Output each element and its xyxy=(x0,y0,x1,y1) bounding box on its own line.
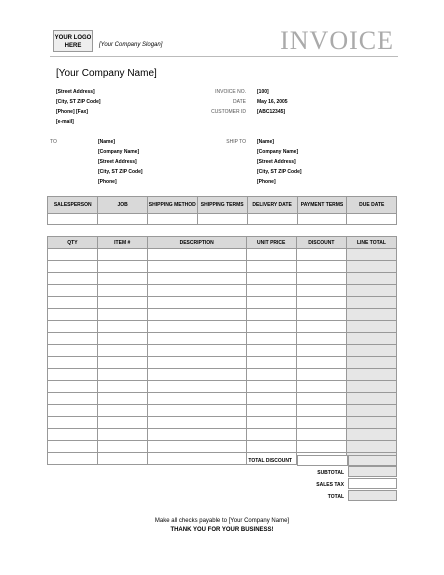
qty-cell[interactable] xyxy=(48,345,98,357)
description-cell[interactable] xyxy=(147,381,246,393)
description-cell[interactable] xyxy=(147,441,246,453)
unit-price-cell[interactable] xyxy=(246,285,296,297)
table-row xyxy=(48,393,397,405)
ship-street: [Street Address] xyxy=(257,159,296,165)
table-row xyxy=(48,381,397,393)
line-total-cell[interactable] xyxy=(346,357,396,369)
qty-cell[interactable] xyxy=(48,393,98,405)
table-row xyxy=(48,441,397,453)
discount-cell[interactable] xyxy=(296,285,346,297)
company-city: [City, ST ZIP Code] xyxy=(56,99,101,105)
qty-cell[interactable] xyxy=(48,273,98,285)
description-cell[interactable] xyxy=(147,369,246,381)
description-cell[interactable] xyxy=(147,321,246,333)
line-total-cell[interactable] xyxy=(346,249,396,261)
description-cell[interactable] xyxy=(147,333,246,345)
shipping-header-row xyxy=(48,197,397,214)
to-name: [Name] xyxy=(98,139,115,145)
items-table xyxy=(47,236,397,465)
company-name: [Your Company Name] xyxy=(56,68,157,79)
item-number-cell[interactable] xyxy=(97,273,147,285)
discount-cell[interactable] xyxy=(296,393,346,405)
sales-tax-label: SALES TAX xyxy=(316,482,344,488)
unit-price-cell[interactable] xyxy=(246,357,296,369)
invoice-no-label: INVOICE NO. xyxy=(215,89,246,95)
description-cell[interactable] xyxy=(147,297,246,309)
item-number-cell[interactable] xyxy=(97,357,147,369)
company-street: [Street Address] xyxy=(56,89,95,95)
discount-cell[interactable] xyxy=(296,309,346,321)
description-cell[interactable] xyxy=(147,405,246,417)
total-cell[interactable] xyxy=(348,490,397,501)
qty-cell[interactable] xyxy=(48,357,98,369)
ship-to-label: SHIP TO xyxy=(226,139,246,145)
table-row xyxy=(48,285,397,297)
ship-phone: [Phone] xyxy=(257,179,276,185)
total-discount-shaded-cell xyxy=(348,455,397,466)
table-row xyxy=(48,357,397,369)
qty-cell[interactable] xyxy=(48,261,98,273)
item-number-cell[interactable] xyxy=(97,453,147,465)
table-row xyxy=(48,405,397,417)
discount-cell[interactable] xyxy=(296,381,346,393)
unit-price-cell[interactable] xyxy=(246,429,296,441)
line-total-cell[interactable] xyxy=(346,429,396,441)
qty-cell[interactable] xyxy=(48,321,98,333)
bill-to-address xyxy=(98,137,143,187)
unit-price-cell[interactable] xyxy=(246,297,296,309)
description-cell[interactable] xyxy=(147,393,246,405)
total-label: TOTAL xyxy=(327,494,344,500)
due-date-cell[interactable] xyxy=(347,214,397,225)
total-discount-label: TOTAL DISCOUNT xyxy=(248,458,292,464)
date-value: May 16, 2005 xyxy=(257,99,288,105)
col-shipping-terms: SHIPPING TERMS xyxy=(197,197,247,214)
discount-cell[interactable] xyxy=(296,429,346,441)
description-cell[interactable] xyxy=(147,285,246,297)
line-total-cell[interactable] xyxy=(346,333,396,345)
to-phone: [Phone] xyxy=(98,179,117,185)
salesperson-cell[interactable] xyxy=(48,214,98,225)
col-unit-price: UNIT PRICE xyxy=(246,237,296,249)
col-job: JOB xyxy=(98,197,147,214)
qty-cell[interactable] xyxy=(48,333,98,345)
qty-cell[interactable] xyxy=(48,405,98,417)
line-total-cell[interactable] xyxy=(346,297,396,309)
shipping-row xyxy=(48,214,397,225)
description-cell[interactable] xyxy=(147,357,246,369)
discount-cell[interactable] xyxy=(296,357,346,369)
line-total-cell[interactable] xyxy=(346,417,396,429)
sales-tax-cell[interactable] xyxy=(348,478,397,489)
item-number-cell[interactable] xyxy=(97,405,147,417)
description-cell[interactable] xyxy=(147,345,246,357)
line-total-cell[interactable] xyxy=(346,285,396,297)
unit-price-cell[interactable] xyxy=(246,333,296,345)
discount-cell[interactable] xyxy=(296,441,346,453)
item-number-cell[interactable] xyxy=(97,369,147,381)
item-number-cell[interactable] xyxy=(97,249,147,261)
item-number-cell[interactable] xyxy=(97,309,147,321)
company-email: [e-mail] xyxy=(56,119,74,125)
items-header-row xyxy=(48,237,397,249)
col-salesperson: SALESPERSON xyxy=(48,197,98,214)
company-logo: YOUR LOGO HERE xyxy=(53,30,93,52)
unit-price-cell[interactable] xyxy=(246,369,296,381)
invoice-meta-values xyxy=(257,87,288,117)
unit-price-cell[interactable] xyxy=(246,261,296,273)
unit-price-cell[interactable] xyxy=(246,441,296,453)
line-total-cell[interactable] xyxy=(346,393,396,405)
company-slogan: [Your Company Slogan] xyxy=(99,42,163,48)
ship-name: [Name] xyxy=(257,139,274,145)
item-number-cell[interactable] xyxy=(97,429,147,441)
qty-cell[interactable] xyxy=(48,441,98,453)
company-phone-fax: [Phone] [Fax] xyxy=(56,109,88,115)
col-shipping-method: SHIPPING METHOD xyxy=(147,197,197,214)
description-cell[interactable] xyxy=(147,417,246,429)
col-payment-terms: PAYMENT TERMS xyxy=(297,197,347,214)
unit-price-cell[interactable] xyxy=(246,273,296,285)
shipping-method-cell[interactable] xyxy=(147,214,197,225)
qty-cell[interactable] xyxy=(48,309,98,321)
qty-cell[interactable] xyxy=(48,453,98,465)
col-item-number: ITEM # xyxy=(97,237,147,249)
subtotal-label: SUBTOTAL xyxy=(317,470,344,476)
item-number-cell[interactable] xyxy=(97,417,147,429)
description-cell[interactable] xyxy=(147,261,246,273)
ship-city: [City, ST ZIP Code] xyxy=(257,169,302,175)
unit-price-cell[interactable] xyxy=(246,321,296,333)
unit-price-cell[interactable] xyxy=(246,309,296,321)
item-number-cell[interactable] xyxy=(97,261,147,273)
line-total-cell[interactable] xyxy=(346,441,396,453)
line-total-cell[interactable] xyxy=(346,405,396,417)
discount-cell[interactable] xyxy=(296,369,346,381)
header-divider xyxy=(50,56,398,57)
discount-cell[interactable] xyxy=(296,333,346,345)
description-cell[interactable] xyxy=(147,249,246,261)
table-row xyxy=(48,321,397,333)
item-number-cell[interactable] xyxy=(97,345,147,357)
table-row xyxy=(48,345,397,357)
total-discount-cell[interactable] xyxy=(297,455,348,466)
job-cell[interactable] xyxy=(98,214,147,225)
item-number-cell[interactable] xyxy=(97,381,147,393)
thank-you-note: THANK YOU FOR YOUR BUSINESS! xyxy=(170,527,274,533)
payment-terms-cell[interactable] xyxy=(297,214,347,225)
item-number-cell[interactable] xyxy=(97,297,147,309)
table-row xyxy=(48,249,397,261)
discount-cell[interactable] xyxy=(296,345,346,357)
line-total-cell[interactable] xyxy=(346,381,396,393)
checks-payable-note: Make all checks payable to [Your Company Name] xyxy=(154,518,290,524)
unit-price-cell[interactable] xyxy=(246,345,296,357)
ship-to-address xyxy=(257,137,302,187)
item-number-cell[interactable] xyxy=(97,441,147,453)
line-total-cell[interactable] xyxy=(346,321,396,333)
line-total-cell[interactable] xyxy=(346,369,396,381)
discount-cell[interactable] xyxy=(296,261,346,273)
line-total-cell[interactable] xyxy=(346,309,396,321)
unit-price-cell[interactable] xyxy=(246,393,296,405)
to-city: [City, ST ZIP Code] xyxy=(98,169,143,175)
unit-price-cell[interactable] xyxy=(246,417,296,429)
col-line-total: LINE TOTAL xyxy=(346,237,396,249)
discount-cell[interactable] xyxy=(296,417,346,429)
invoice-meta-labels xyxy=(190,87,246,117)
table-row xyxy=(48,261,397,273)
qty-cell[interactable] xyxy=(48,249,98,261)
description-cell[interactable] xyxy=(147,273,246,285)
unit-price-cell[interactable] xyxy=(246,405,296,417)
delivery-date-cell[interactable] xyxy=(247,214,297,225)
to-label: TO xyxy=(50,139,57,145)
shipping-table xyxy=(47,196,397,225)
unit-price-cell[interactable] xyxy=(246,249,296,261)
unit-price-cell[interactable] xyxy=(246,381,296,393)
qty-cell[interactable] xyxy=(48,429,98,441)
subtotal-cell[interactable] xyxy=(348,466,397,477)
table-row xyxy=(48,297,397,309)
item-number-cell[interactable] xyxy=(97,285,147,297)
customer-id-value: [ABC12345] xyxy=(257,109,286,115)
item-number-cell[interactable] xyxy=(97,333,147,345)
date-label: DATE xyxy=(233,99,246,105)
description-cell[interactable] xyxy=(147,429,246,441)
invoice-no-value: [100] xyxy=(257,89,269,95)
discount-cell[interactable] xyxy=(296,321,346,333)
table-row xyxy=(48,369,397,381)
table-row xyxy=(48,417,397,429)
discount-cell[interactable] xyxy=(296,297,346,309)
company-info xyxy=(56,87,101,127)
col-qty: QTY xyxy=(48,237,98,249)
col-description: DESCRIPTION xyxy=(147,237,246,249)
col-delivery-date: DELIVERY DATE xyxy=(247,197,297,214)
line-total-cell[interactable] xyxy=(346,345,396,357)
col-discount: DISCOUNT xyxy=(296,237,346,249)
qty-cell[interactable] xyxy=(48,381,98,393)
to-street: [Street Address] xyxy=(98,159,137,165)
qty-cell[interactable] xyxy=(48,297,98,309)
item-number-cell[interactable] xyxy=(97,321,147,333)
shipping-terms-cell[interactable] xyxy=(197,214,247,225)
col-due-date: DUE DATE xyxy=(347,197,397,214)
table-row xyxy=(48,273,397,285)
customer-id-label: CUSTOMER ID xyxy=(211,109,246,115)
ship-company: [Company Name] xyxy=(257,149,299,155)
item-number-cell[interactable] xyxy=(97,393,147,405)
invoice-title: INVOICE xyxy=(280,26,394,55)
qty-cell[interactable] xyxy=(48,285,98,297)
table-row xyxy=(48,333,397,345)
to-company: [Company Name] xyxy=(98,149,140,155)
table-row xyxy=(48,429,397,441)
discount-cell[interactable] xyxy=(296,273,346,285)
qty-cell[interactable] xyxy=(48,417,98,429)
description-cell[interactable] xyxy=(147,309,246,321)
line-total-cell[interactable] xyxy=(346,261,396,273)
table-row xyxy=(48,309,397,321)
discount-cell[interactable] xyxy=(296,405,346,417)
qty-cell[interactable] xyxy=(48,369,98,381)
discount-cell[interactable] xyxy=(296,249,346,261)
line-total-cell[interactable] xyxy=(346,273,396,285)
